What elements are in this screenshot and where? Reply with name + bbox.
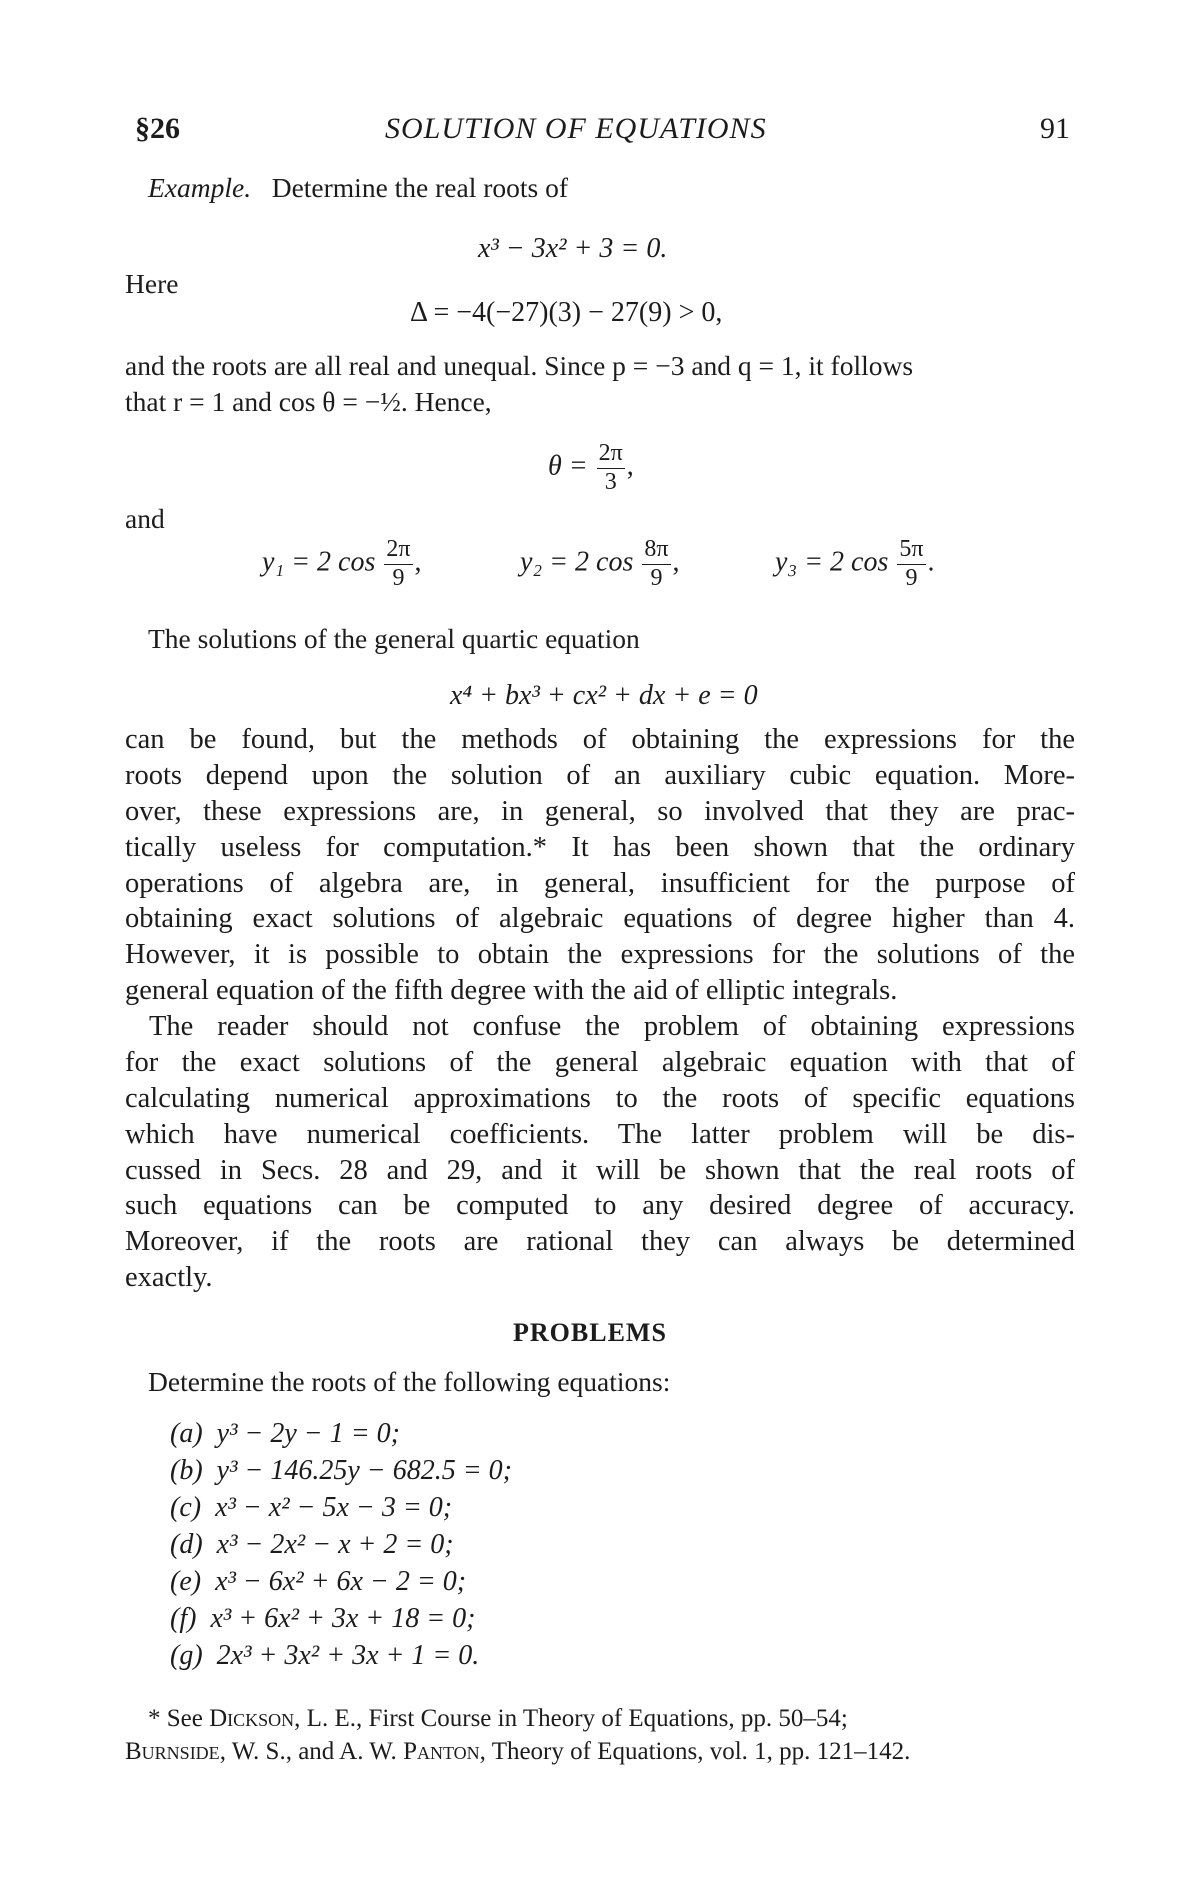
problem-equation: x³ − 6x² + 6x − 2 = 0; xyxy=(215,1566,467,1597)
paragraph-1-line: general equation of the fifth degree with the aid of elliptic integrals. xyxy=(125,975,898,1007)
y2-numerator: 8π xyxy=(642,536,670,565)
problem-item xyxy=(170,1566,466,1598)
footnote-text: * See xyxy=(148,1705,210,1732)
problem-label: (b) xyxy=(170,1455,203,1486)
y2-lhs: y₂ = 2 cos xyxy=(520,546,634,578)
here-label: Here xyxy=(125,268,179,299)
theta-equation xyxy=(548,440,634,496)
paragraph-2-line: which have numerical coefficients. The latter problem will be dis- xyxy=(125,1118,1075,1150)
example-text-line-2: that r = 1 and cos θ = −½. Hence, xyxy=(125,386,492,417)
y3-equation xyxy=(775,536,935,592)
problem-label: (d) xyxy=(170,1529,203,1560)
paragraph-1-line: roots depend upon the solution of an auxiliary cubic equation. More- xyxy=(125,759,1075,791)
example-intro-line xyxy=(148,172,568,204)
y2-equation xyxy=(520,536,680,592)
y1-denominator: 9 xyxy=(392,564,405,591)
problem-equation: x³ + 6x² + 3x + 18 = 0; xyxy=(210,1603,476,1634)
problem-item xyxy=(170,1529,454,1561)
y1-comma: , xyxy=(414,546,422,578)
problem-item xyxy=(170,1640,479,1672)
problem-item xyxy=(170,1492,452,1524)
y2-comma: , xyxy=(672,546,680,578)
paragraph-2-line: calculating numerical approximations to the roots of specific equations xyxy=(125,1082,1075,1114)
y1-lhs: y₁ = 2 cos xyxy=(262,546,376,578)
page-number: 91 xyxy=(1040,112,1070,145)
footnote-author: Dickson xyxy=(209,1705,295,1732)
problem-equation: 2x³ + 3x² + 3x + 1 = 0. xyxy=(216,1640,480,1671)
y1-fraction xyxy=(384,536,412,592)
paragraph-1-line: tically useless for computation.* It has been shown that the ordinary xyxy=(125,831,1075,863)
quartic-intro: The solutions of the general quartic equation xyxy=(148,623,640,654)
footnote-author: Burnside xyxy=(125,1738,220,1765)
y3-fraction xyxy=(897,536,925,592)
problem-label: (f) xyxy=(170,1603,197,1634)
paragraph-1-line: can be found, but the methods of obtaining the expressions for the xyxy=(125,724,1075,755)
problem-item xyxy=(170,1603,475,1635)
theta-comma: , xyxy=(626,450,634,482)
quartic-equation: x⁴ + bx³ + cx² + dx + e = 0 xyxy=(450,680,758,711)
running-title: SOLUTION OF EQUATIONS xyxy=(385,112,767,145)
and-label: and xyxy=(125,503,165,534)
problem-item xyxy=(170,1418,400,1450)
problem-label: (e) xyxy=(170,1566,202,1597)
y2-denominator: 9 xyxy=(650,564,663,591)
footnote-text: , L. E., First Course in Theory of Equations, pp. 50–54; xyxy=(294,1705,848,1732)
theta-fraction xyxy=(597,440,625,496)
discriminant-equation: Δ = −4(−27)(3) − 27(9) > 0, xyxy=(410,297,723,328)
problem-equation: x³ − 2x² − x + 2 = 0; xyxy=(216,1529,454,1560)
y3-numerator: 5π xyxy=(897,536,925,565)
footnote-text: , W. S., and A. W. xyxy=(219,1738,404,1765)
footnote-text: , Theory of Equations, vol. 1, pp. 121–142. xyxy=(479,1738,911,1765)
problem-label: (c) xyxy=(170,1492,202,1523)
theta-numerator: 2π xyxy=(597,440,625,469)
problems-heading: PROBLEMS xyxy=(513,1318,667,1347)
y3-lhs: y₃ = 2 cos xyxy=(775,546,889,578)
y3-period: . xyxy=(927,546,935,578)
cubic-equation: x³ − 3x² + 3 = 0. xyxy=(478,233,668,264)
footnote-author: Panton xyxy=(403,1738,480,1765)
problem-item xyxy=(170,1455,512,1487)
paragraph-1-line: However, it is possible to obtain the expressions for the solutions of the xyxy=(125,939,1075,971)
paragraph-2-line: Moreover, if the roots are rational they can always be determined xyxy=(125,1226,1075,1258)
problem-label: (a) xyxy=(170,1418,203,1449)
example-intro: Determine the real roots of xyxy=(271,172,568,203)
paragraph-2 xyxy=(125,1009,1075,1296)
y1-equation xyxy=(262,536,422,592)
example-text-line-1: and the roots are all real and unequal. Since p = −3 and q = 1, it follows xyxy=(125,350,914,381)
footnote-line-1 xyxy=(148,1705,848,1733)
paragraph-1 xyxy=(125,722,1075,1009)
paragraph-2-line: cussed in Secs. 28 and 29, and it will be shown that the real roots of xyxy=(125,1154,1075,1186)
y1-numerator: 2π xyxy=(384,536,412,565)
problem-equation: x³ − x² − 5x − 3 = 0; xyxy=(215,1492,453,1523)
problem-equation: y³ − 2y − 1 = 0; xyxy=(216,1418,400,1449)
example-label: Example. xyxy=(148,172,252,203)
paragraph-2-line: for the exact solutions of the general algebraic equation with that of xyxy=(125,1046,1075,1078)
paragraph-2-line: The reader should not confuse the problem of obtaining expressions xyxy=(149,1011,1075,1042)
y3-denominator: 9 xyxy=(905,564,918,591)
paragraph-1-line: over, these expressions are, in general, so involved that they are prac- xyxy=(125,795,1075,827)
theta-lhs: θ = xyxy=(548,450,588,482)
problem-equation: y³ − 146.25y − 682.5 = 0; xyxy=(216,1455,512,1486)
theta-denominator: 3 xyxy=(604,468,617,495)
paragraph-2-line: exactly. xyxy=(125,1262,213,1294)
section-number: §26 xyxy=(135,112,180,145)
problem-label: (g) xyxy=(170,1640,203,1671)
paragraph-1-line: operations of algebra are, in general, insufficient for the purpose of xyxy=(125,867,1075,899)
footnote-line-2 xyxy=(125,1738,910,1766)
paragraph-2-line: such equations can be computed to any desired degree of accuracy. xyxy=(125,1190,1075,1222)
y2-fraction xyxy=(642,536,670,592)
problems-intro: Determine the roots of the following equations: xyxy=(148,1366,671,1397)
paragraph-1-line: obtaining exact solutions of algebraic equations of degree higher than 4. xyxy=(125,903,1075,935)
